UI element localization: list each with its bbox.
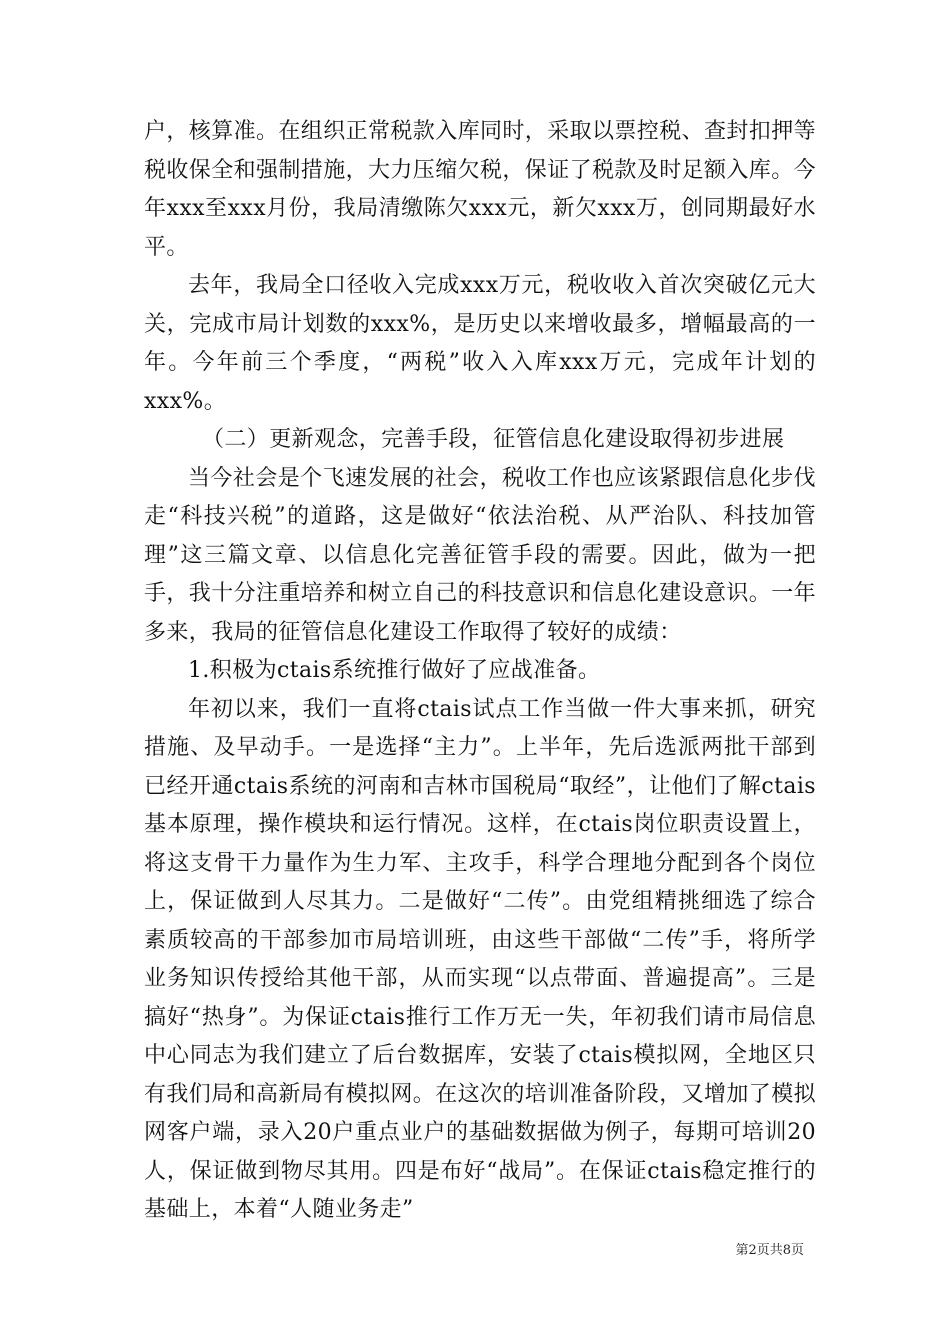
paragraph-ctais: 年初以来，我们一直将ctais试点工作当做一件大事来抓，研究措施、及早动手。一是选择“主力”。上半年，先后选派两批干部到已经开通ctais系统的河南和吉林市国税局“取经”，让他们了解ctais基本原理，操作模块和运行情况。这样，在ctais岗位职责设置上，将这支骨干力量作为生力军、主攻手，科学合理地分配到各个岗位上，保证做到人尽其力。二是做好“二传”。由党组精挑细选了综合素质较高的干部参加市局培训班，由这些干部做“二传”手，将所学业务知识传授给其他干部，从而实现“以点带面、普遍提高”。三是搞好“热身”。为保证ctais推行工作万无一失，年初我们请市局信息中心同志为我们建立了后台数据库，安装了ctais模拟网，全地区只有我们局和高新局有模拟网。在这次的培训准备阶段，又增加了模拟网客户端，录入20户重点业户的基础数据做为例子，每期可培训20人，保证做到物尽其用。四是布好“战局”。在保证ctais稳定推行的基础上，本着“人随业务走” bbox=[144, 696, 817, 1222]
paragraph-revenue: 去年，我局全口径收入完成xxx万元，税收收入首次突破亿元大关，完成市局计划数的xxx%，是历史以来增收最多，增幅最高的一年。今年前三个季度，“两税”收入入库xxx万元，完成年计划的xxx%。 bbox=[144, 273, 816, 414]
item-heading: 1.积极为ctais系统推行做好了应战准备。 bbox=[188, 658, 601, 683]
paragraph-informatization: 当今社会是个飞速发展的社会，税收工作也应该紧跟信息化步伐走“科技兴税”的道路，这是做好“依法治税、从严治队、科技加管理”这三篇文章、以信息化完善征管手段的需要。因此，做为一把手，我十分注重培养和树立自己的科技意识和信息化建设意识。一年多来，我局的征管信息化建设工作取得了较好的成绩： bbox=[144, 465, 817, 645]
section-heading: （二）更新观念，完善手段，征管信息化建设取得初步进展 bbox=[202, 427, 785, 452]
page-number: 第2页共8页 bbox=[735, 1243, 804, 1258]
paragraph-continuation: 户，核算准。在组织正常税款入库同时，采取以票控税、查封扣押等税收保全和强制措施，大力压缩欠税，保证了税款及时足额入库。今年xxx至xxx月份，我局清缴陈欠xxx元，新欠xxx万，创同期最好水平。 bbox=[144, 119, 817, 260]
document-body bbox=[144, 113, 816, 1230]
